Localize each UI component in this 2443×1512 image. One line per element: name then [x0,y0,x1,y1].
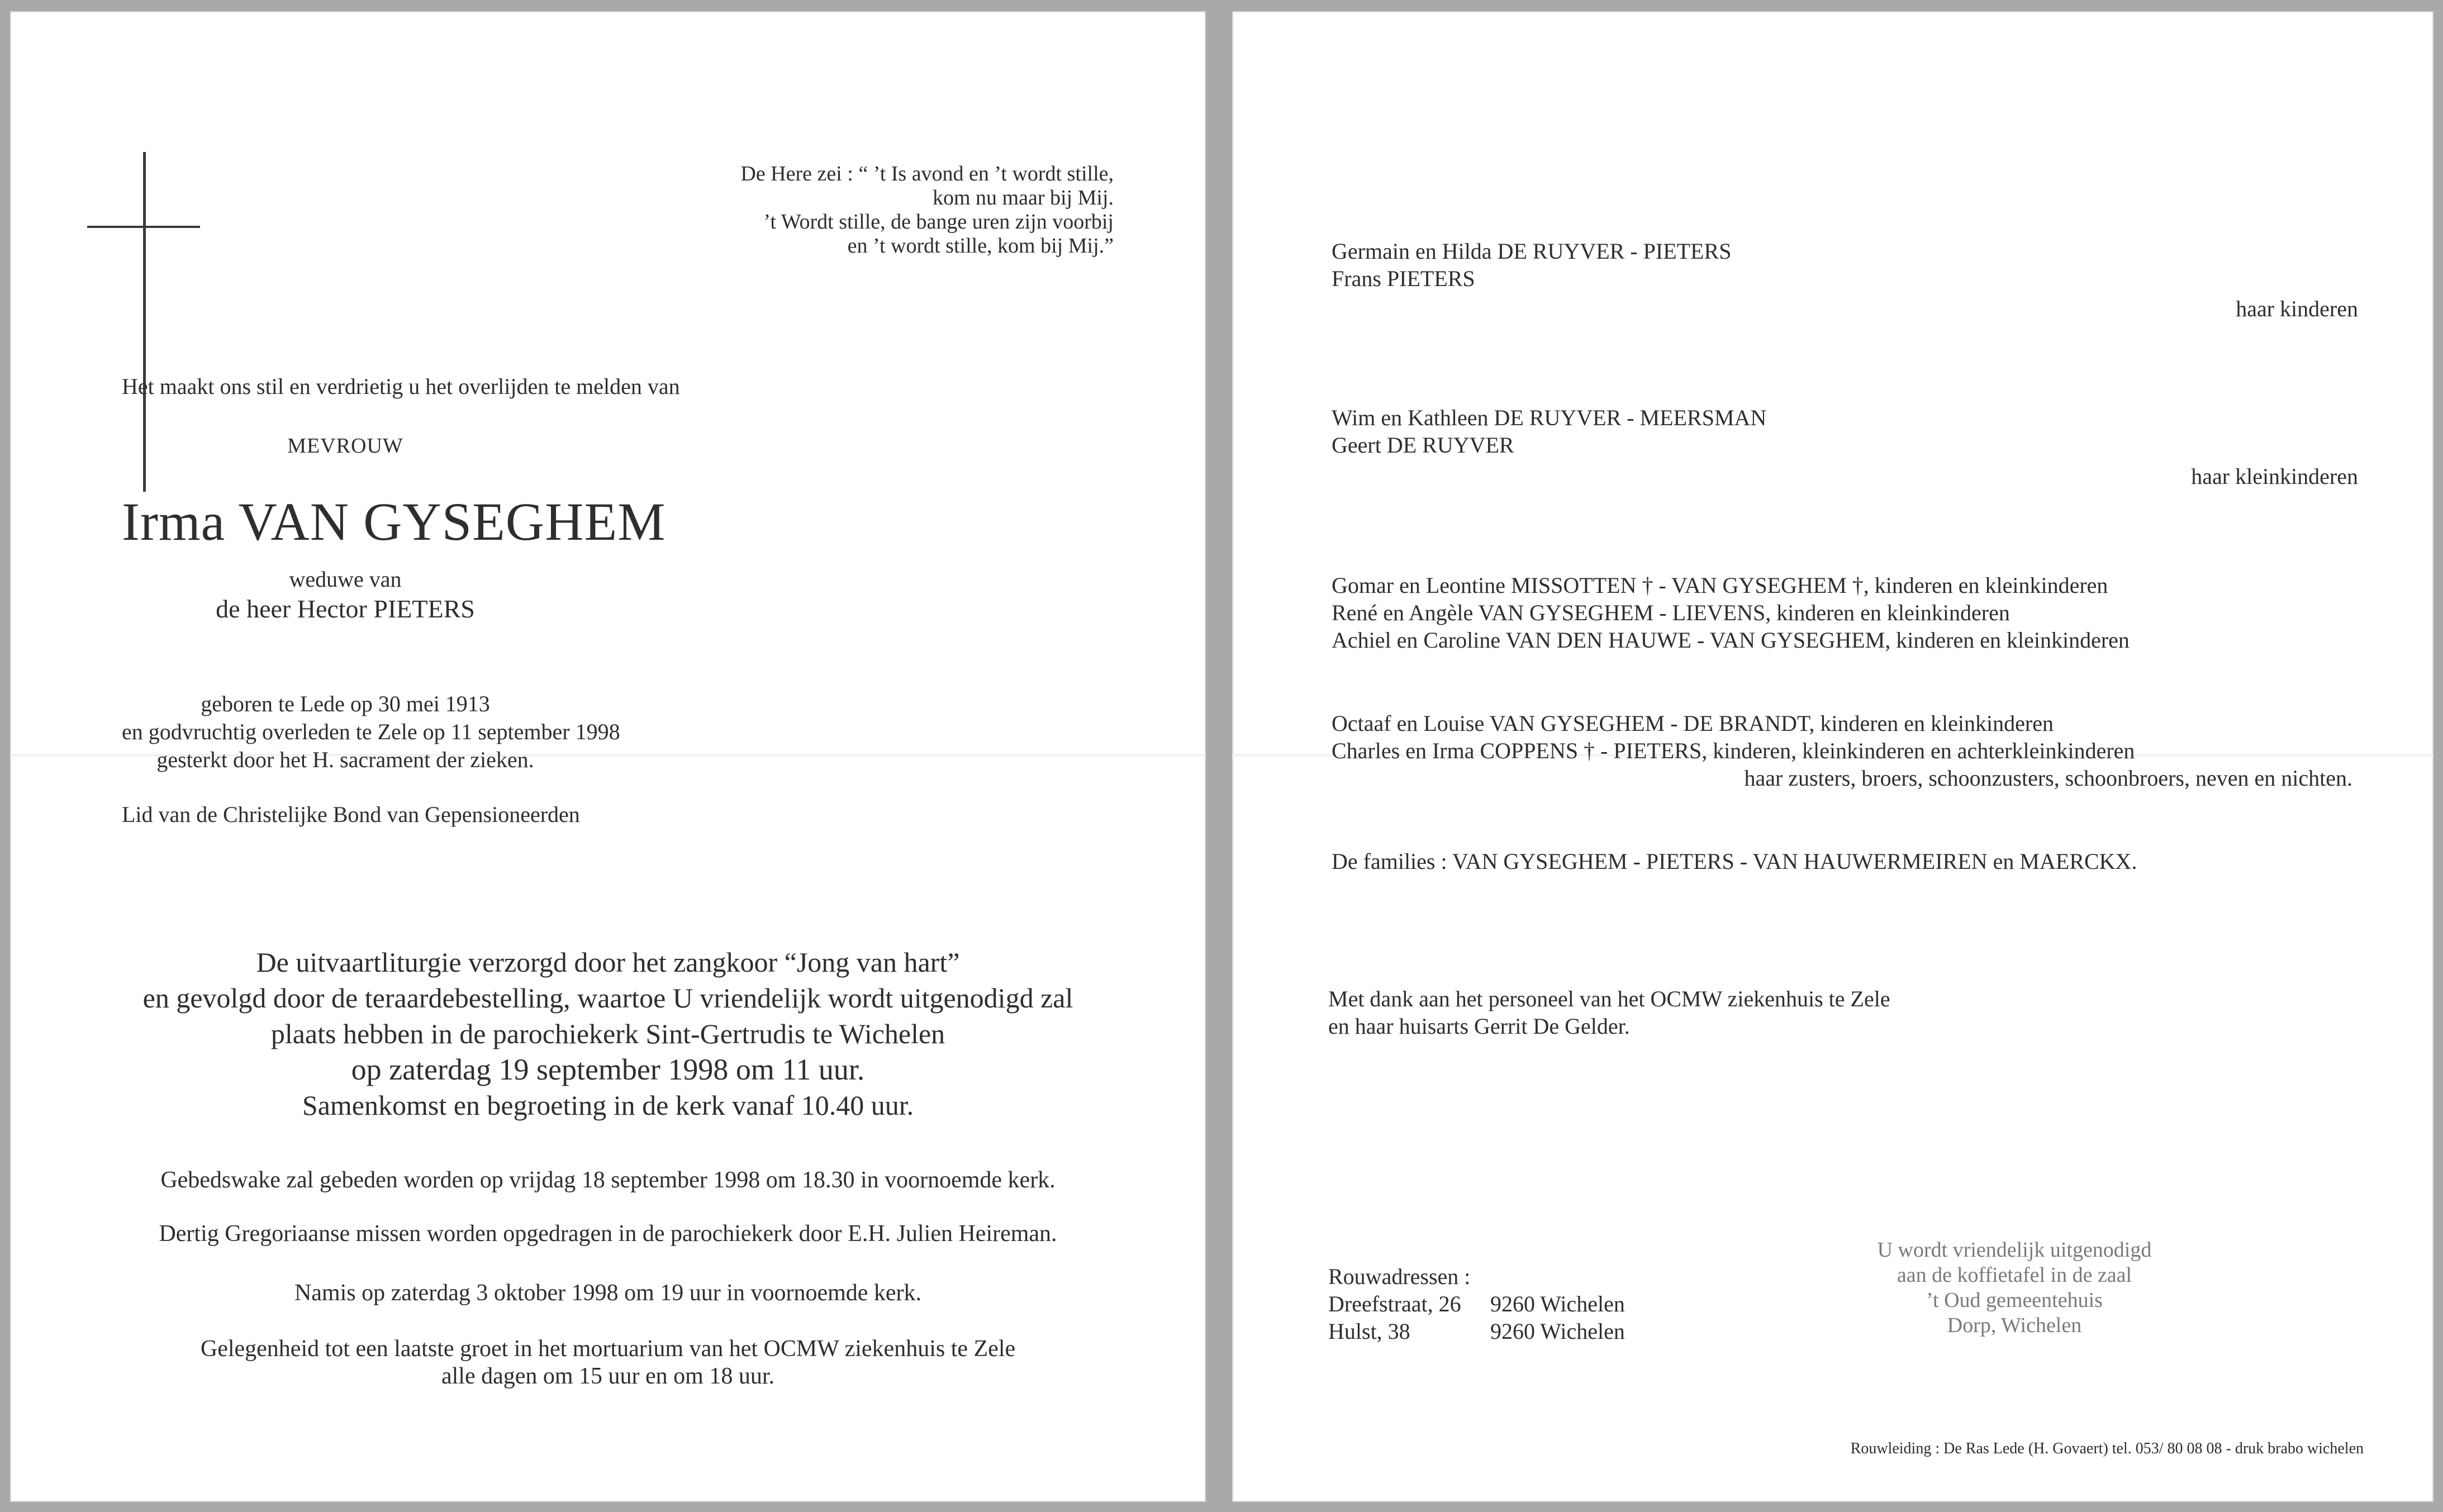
right-page [1232,11,2434,1502]
families-line: De families : VAN GYSEGHEM - PIETERS - VAN HAUWERMEIREN en MAERCKX. [1332,849,2137,874]
funeral-date: op zaterdag 19 september 1998 om 11 uur. [351,1053,865,1086]
deceased-name: Irma VAN GYSEGHEM [122,492,666,551]
family-line: Wim en Kathleen DE RUYVER - MEERSMAN [1332,405,1767,430]
children-list [1332,237,1731,292]
quote-line: en ’t wordt stille, kom bij Mij.” [847,234,1114,258]
address-row [1328,1290,1625,1318]
wake-info: Gebedswake zal gebeden worden op vrijdag 18 september 1998 om 18.30 in voornoemde kerk. [160,1167,1056,1193]
address-street: Hulst, 38 [1328,1319,1410,1344]
namis-info: Namis op zaterdag 3 oktober 1998 om 19 uur in voornoemde kerk. [294,1280,922,1306]
funeral-line: De uitvaartliturgie verzorgd door het zangkoor “Jong van hart” [256,947,960,978]
sacrament-info: gesterkt door het H. sacrament der zieken. [156,747,534,772]
quote-line: ’t Wordt stille, de bange uren zijn voorbij [763,210,1114,234]
family-line: Achiel en Caroline VAN DEN HAUWE - VAN GYSEGHEM, kinderen en kleinkinderen [1332,627,2130,653]
siblings-group-1 [1332,572,2130,654]
bible-quote [740,162,1114,258]
invitation-line: U wordt vriendelijk uitgenodigd [1877,1238,2152,1262]
widow-of-label: weduwe van [289,567,402,592]
coffee-invitation [1847,1238,2182,1338]
family-line: Frans PIETERS [1332,266,1475,291]
left-page [10,11,1206,1502]
addresses-title: Rouwadressen : [1328,1264,1471,1289]
family-line: René en Angèle VAN GYSEGHEM - LIEVENS, kinderen en kleinkinderen [1332,600,2010,625]
thanks-text [1328,985,1890,1040]
siblings-label: haar zusters, broers, schoonzusters, schoonbroers, neven en nichten. [1744,765,2352,791]
thanks-line: en haar huisarts Gerrit De Gelder. [1328,1014,1630,1039]
membership-info: Lid van de Christelijke Bond van Gepensioneerden [122,802,580,827]
family-line: Charles en Irma COPPENS † - PIETERS, kinderen, kleinkinderen en achterkleinkinderen [1332,738,2135,763]
children-label: haar kinderen [2236,296,2358,321]
siblings-group-2 [1332,710,2135,764]
funeral-line: en gevolgd door de teraardebestelling, waartoe U vriendelijk wordt uitgenodigd zal [142,982,1073,1014]
intro-text: Het maakt ons stil en verdrietig u het overlijden te melden van [122,374,680,399]
mourning-addresses [1328,1263,1625,1345]
family-line: Gomar en Leontine MISSOTTEN † - VAN GYSEGHEM †, kinderen en kleinkinderen [1332,573,2108,598]
funeral-announcement [10,944,1206,1123]
salutation: MEVROUW [287,434,403,458]
death-info: en godvruchtig overleden te Zele op 11 september 1998 [122,719,620,744]
address-city: 9260 Wichelen [1490,1319,1625,1344]
family-line: Geert DE RUYVER [1332,432,1514,458]
address-street: Dreefstraat, 26 [1328,1291,1461,1316]
cross-horizontal-bar [87,226,200,228]
grandchildren-label: haar kleinkinderen [2191,464,2358,489]
quote-line: De Here zei : “ ’t Is avond en ’t wordt stille, [740,162,1114,186]
birth-info: geboren te Lede op 30 mei 1913 [201,691,490,716]
quote-line: kom nu maar bij Mij. [932,186,1114,210]
farewell-line: Gelegenheid tot een laatste groet in het mortuarium van het OCMW ziekenhuis te Zele [200,1336,1016,1362]
invitation-line: aan de koffietafel in de zaal [1897,1263,2132,1287]
farewell-info [10,1335,1206,1390]
family-line: Germain en Hilda DE RUYVER - PIETERS [1332,239,1732,264]
farewell-line: alle dagen om 15 uur en om 18 uur. [441,1363,775,1389]
funeral-line: plaats hebben in de parochiekerk Sint-Gertrudis te Wichelen [270,1018,945,1049]
invitation-line: ’t Oud gemeentehuis [1926,1288,2103,1312]
thanks-line: Met dank aan het personeel van het OCMW ziekenhuis te Zele [1328,986,1890,1011]
invitation-line: Dorp, Wichelen [1947,1314,2082,1337]
grandchildren-list [1332,404,1766,459]
family-line: Octaaf en Louise VAN GYSEGHEM - DE BRANDT, kinderen en kleinkinderen [1332,711,2054,736]
spouse-name: de heer Hector PIETERS [216,595,475,623]
funeral-director-footer: Rouwleiding : De Ras Lede (H. Govaert) tel. 053/ 80 08 08 - druk brabo wichelen [1850,1440,2364,1457]
funeral-line: Samenkomst en begroeting in de kerk vanaf 10.40 uur. [302,1090,914,1121]
address-row [1328,1318,1625,1345]
masses-info: Dertig Gregoriaanse missen worden opgedragen in de parochiekerk door E.H. Julien Heireman. [159,1221,1057,1247]
address-city: 9260 Wichelen [1490,1291,1625,1316]
